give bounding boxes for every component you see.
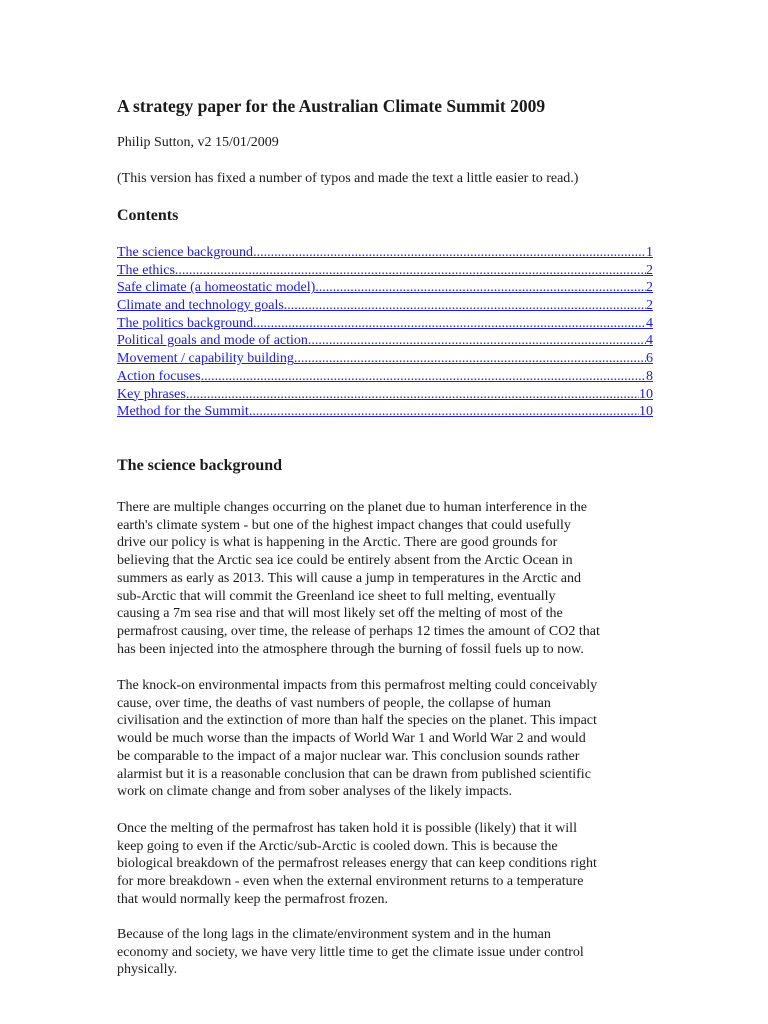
toc-link-political-goals[interactable]: [117, 332, 653, 350]
paragraph-line: cause, over time, the deaths of vast numbers of people, the collapse of human: [117, 695, 551, 711]
paragraph-line: believing that the Arctic sea ice could be entirely absent from the Arctic Ocean in: [117, 553, 573, 569]
toc-leader-dots: [315, 279, 646, 297]
toc-leader-dots: [294, 350, 646, 368]
toc-page-number: 6: [646, 351, 653, 367]
toc-label: The science background: [117, 245, 254, 260]
body-paragraph: [117, 677, 657, 801]
toc-leader-dots: [253, 315, 646, 333]
paragraph-line: causing a 7m sea rise and that will most likely set off the melting of most of the: [117, 606, 563, 622]
paragraph-line: keep going to even if the Arctic/sub-Arctic is cooled down. This is because the: [117, 838, 558, 854]
toc-page-number: 10: [639, 386, 653, 402]
toc-link-politics-background[interactable]: [117, 315, 653, 333]
version-note: (This version has fixed a number of typos and made the text a little easier to read.): [117, 171, 579, 186]
paragraph-line: drive our policy is what is happening in the Arctic. There are good grounds for: [117, 535, 558, 551]
toc-label: The politics background: [117, 315, 254, 331]
toc-page-number: 1: [646, 245, 653, 260]
paragraph-line: The knock-on environmental impacts from this permafrost melting could conceivably: [117, 678, 598, 693]
author-line: Philip Sutton, v2 15/01/2009: [117, 135, 279, 150]
toc-page-number: 2: [646, 298, 653, 314]
paragraph-line: alarmist but it is a reasonable conclusion that can be drawn from published scientific: [117, 766, 591, 782]
toc-page-number: 8: [646, 368, 653, 384]
toc-link-movement-capability[interactable]: [117, 350, 653, 368]
toc-leader-dots: [249, 403, 639, 421]
table-of-contents: [117, 244, 653, 421]
toc-label: Method for the Summit: [117, 404, 249, 420]
document-title: A strategy paper for the Australian Climate Summit 2009: [117, 96, 546, 116]
toc-leader-dots: [201, 368, 646, 386]
paragraph-line: Because of the long lags in the climate/environment system and in the human: [117, 927, 551, 942]
toc-page-number: 4: [646, 333, 653, 349]
paragraph-line: summers as early as 2013. This will cause a jump in temperatures in the Arctic and: [117, 570, 581, 586]
paragraph-line: physically.: [117, 962, 178, 978]
toc-leader-dots: [284, 297, 646, 315]
toc-label: Climate and technology goals: [117, 298, 284, 314]
paragraph-line: earth's climate system - but one of the highest impact changes that could usefully: [117, 517, 571, 533]
toc-leader-dots: [308, 332, 646, 350]
toc-label: Safe climate (a homeostatic model): [117, 280, 316, 296]
toc-link-action-focuses[interactable]: [117, 368, 653, 386]
paragraph-line: biological breakdown of the permafrost releases energy that can keep conditions right: [117, 856, 597, 872]
toc-link-science-background[interactable]: [117, 244, 653, 262]
paragraph-line: be comparable to the impact of a major nuclear war. This conclusion sounds rather: [117, 748, 580, 764]
toc-label: Political goals and mode of action: [117, 333, 308, 349]
paragraph-line: work on climate change and from sober analyses of the likely impacts.: [117, 784, 512, 800]
body-paragraph: [117, 499, 657, 658]
body-paragraph: [117, 820, 657, 909]
toc-link-method-summit[interactable]: [117, 403, 653, 421]
toc-leader-dots: [253, 244, 646, 262]
toc-leader-dots: [186, 386, 639, 404]
paragraph-line: permafrost causing, over time, the release of perhaps 12 times the amount of CO2 that: [117, 623, 600, 639]
toc-page-number: 2: [646, 280, 653, 296]
paragraph-line: for more breakdown - even when the external environment returns to a temperature: [117, 874, 584, 890]
toc-leader-dots: [175, 262, 646, 280]
toc-link-safe-climate[interactable]: [117, 279, 653, 297]
paragraph-line: has been injected into the atmosphere through the burning of fossil fuels up to now.: [117, 641, 584, 657]
toc-label: The ethics: [117, 262, 175, 278]
body-paragraph: [117, 926, 657, 979]
paragraph-line: There are multiple changes occurring on the planet due to human interference in the: [117, 500, 587, 515]
toc-link-climate-technology-goals[interactable]: [117, 297, 653, 315]
paragraph-line: would be much worse than the impacts of World War 1 and World War 2 and would: [117, 731, 586, 747]
paragraph-line: economy and society, we have very little time to get the climate issue under control: [117, 944, 584, 960]
toc-label: Movement / capability building: [117, 351, 294, 367]
paragraph-line: that would normally keep the permafrost frozen.: [117, 891, 388, 907]
toc-page-number: 4: [646, 315, 653, 331]
paragraph-line: Once the melting of the permafrost has taken hold it is possible (likely) that it will: [117, 821, 577, 836]
contents-heading: Contents: [117, 207, 179, 224]
toc-page-number: 10: [639, 404, 653, 420]
toc-link-key-phrases[interactable]: [117, 386, 653, 404]
paragraph-line: civilisation and the extinction of more than half the species on the planet. This impact: [117, 713, 597, 729]
paragraph-line: sub-Arctic that will commit the Greenland ice sheet to full melting, eventually: [117, 588, 556, 604]
section-heading-science-background: The science background: [117, 457, 283, 474]
toc-link-ethics[interactable]: [117, 262, 653, 280]
toc-label: Action focuses: [117, 368, 201, 384]
toc-label: Key phrases: [117, 386, 186, 402]
toc-page-number: 2: [646, 262, 653, 278]
